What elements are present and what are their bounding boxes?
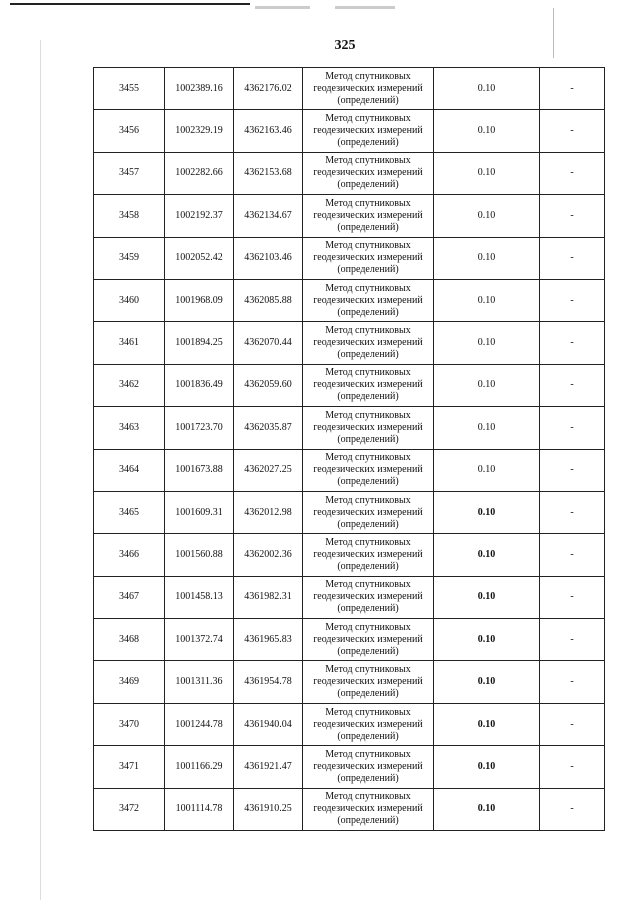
point-number-cell: 3459 [94, 237, 165, 279]
point-number-cell: 3466 [94, 534, 165, 576]
method-cell [303, 110, 434, 152]
method-line: Метод спутниковых [325, 282, 411, 294]
method-line: геодезических измерений [313, 209, 423, 221]
table-row [94, 364, 605, 406]
method-line: (определений) [337, 391, 399, 403]
method-line: (определений) [337, 264, 399, 276]
x-coordinate-cell: 1001114.78 [165, 788, 234, 830]
point-number-cell: 3468 [94, 619, 165, 661]
precision-cell: 0.10 [434, 703, 540, 745]
point-number-cell: 3462 [94, 364, 165, 406]
y-coordinate-cell: 4362103.46 [234, 237, 303, 279]
page-number: 325 [334, 38, 356, 53]
precision-cell: 0.10 [434, 407, 540, 449]
y-coordinate-cell: 4361954.78 [234, 661, 303, 703]
point-number-cell: 3470 [94, 703, 165, 745]
method-cell [303, 407, 434, 449]
y-coordinate-cell: 4362059.60 [234, 364, 303, 406]
method-line: (определений) [337, 306, 399, 318]
table-row [94, 449, 605, 491]
description-cell: - [540, 68, 605, 110]
x-coordinate-cell: 1001458.13 [165, 576, 234, 618]
precision-cell: 0.10 [434, 279, 540, 321]
description-cell: - [540, 746, 605, 788]
method-line: Метод спутниковых [325, 536, 411, 548]
point-number-cell: 3465 [94, 491, 165, 533]
point-number-cell: 3469 [94, 661, 165, 703]
description-cell: - [540, 110, 605, 152]
method-line: Метод спутниковых [325, 579, 411, 591]
point-number-cell: 3463 [94, 407, 165, 449]
y-coordinate-cell: 4362035.87 [234, 407, 303, 449]
method-line: Метод спутниковых [325, 621, 411, 633]
method-line: Метод спутниковых [325, 197, 411, 209]
method-line: Метод спутниковых [325, 706, 411, 718]
point-number-cell: 3456 [94, 110, 165, 152]
method-line: (определений) [337, 772, 399, 784]
point-number-cell: 3472 [94, 788, 165, 830]
method-cell [303, 746, 434, 788]
method-line: геодезических измерений [313, 591, 423, 603]
method-line: Метод спутниковых [325, 367, 411, 379]
precision-cell: 0.10 [434, 364, 540, 406]
method-line: Метод спутниковых [325, 325, 411, 337]
method-cell [303, 449, 434, 491]
method-line: (определений) [337, 349, 399, 361]
method-line: (определений) [337, 179, 399, 191]
method-line: Метод спутниковых [325, 452, 411, 464]
table-row [94, 746, 605, 788]
method-line: (определений) [337, 476, 399, 488]
table-row [94, 491, 605, 533]
method-line: (определений) [337, 433, 399, 445]
description-cell: - [540, 152, 605, 194]
method-cell [303, 68, 434, 110]
method-cell [303, 152, 434, 194]
description-cell: - [540, 703, 605, 745]
table-row [94, 322, 605, 364]
table-row [94, 576, 605, 618]
y-coordinate-cell: 4361965.83 [234, 619, 303, 661]
x-coordinate-cell: 1001244.78 [165, 703, 234, 745]
method-line: геодезических измерений [313, 125, 423, 137]
x-coordinate-cell: 1001311.36 [165, 661, 234, 703]
method-cell [303, 534, 434, 576]
x-coordinate-cell: 1001166.29 [165, 746, 234, 788]
method-line: Метод спутниковых [325, 664, 411, 676]
precision-cell: 0.10 [434, 152, 540, 194]
coordinates-table-body [94, 68, 605, 831]
point-number-cell: 3461 [94, 322, 165, 364]
method-cell [303, 619, 434, 661]
table-row [94, 237, 605, 279]
precision-cell: 0.10 [434, 619, 540, 661]
x-coordinate-cell: 1002192.37 [165, 195, 234, 237]
y-coordinate-cell: 4362012.98 [234, 491, 303, 533]
table-row [94, 279, 605, 321]
method-cell [303, 237, 434, 279]
method-cell [303, 703, 434, 745]
description-cell: - [540, 237, 605, 279]
x-coordinate-cell: 1001836.49 [165, 364, 234, 406]
scan-artifact-margin [40, 40, 41, 900]
method-line: (определений) [337, 94, 399, 106]
method-line: (определений) [337, 518, 399, 530]
table-row [94, 195, 605, 237]
precision-cell: 0.10 [434, 746, 540, 788]
x-coordinate-cell: 1002282.66 [165, 152, 234, 194]
description-cell: - [540, 195, 605, 237]
scan-artifact-speckle [255, 6, 310, 9]
method-line: геодезических измерений [313, 760, 423, 772]
x-coordinate-cell: 1001372.74 [165, 619, 234, 661]
description-cell: - [540, 279, 605, 321]
y-coordinate-cell: 4361982.31 [234, 576, 303, 618]
precision-cell: 0.10 [434, 576, 540, 618]
description-cell: - [540, 576, 605, 618]
point-number-cell: 3467 [94, 576, 165, 618]
method-line: геодезических измерений [313, 803, 423, 815]
method-line: Метод спутниковых [325, 748, 411, 760]
method-line: Метод спутниковых [325, 494, 411, 506]
y-coordinate-cell: 4362153.68 [234, 152, 303, 194]
description-cell: - [540, 322, 605, 364]
precision-cell: 0.10 [434, 110, 540, 152]
y-coordinate-cell: 4362163.46 [234, 110, 303, 152]
precision-cell: 0.10 [434, 322, 540, 364]
table-row [94, 534, 605, 576]
method-cell [303, 195, 434, 237]
x-coordinate-cell: 1002329.19 [165, 110, 234, 152]
method-cell [303, 322, 434, 364]
method-cell [303, 661, 434, 703]
method-line: (определений) [337, 221, 399, 233]
point-number-cell: 3455 [94, 68, 165, 110]
method-line: геодезических измерений [313, 167, 423, 179]
method-line: геодезических измерений [313, 82, 423, 94]
description-cell: - [540, 661, 605, 703]
method-cell [303, 788, 434, 830]
y-coordinate-cell: 4362002.36 [234, 534, 303, 576]
point-number-cell: 3460 [94, 279, 165, 321]
table-row [94, 68, 605, 110]
precision-cell: 0.10 [434, 661, 540, 703]
precision-cell: 0.10 [434, 449, 540, 491]
table-row [94, 661, 605, 703]
table-row [94, 619, 605, 661]
y-coordinate-cell: 4362134.67 [234, 195, 303, 237]
y-coordinate-cell: 4362027.25 [234, 449, 303, 491]
y-coordinate-cell: 4361921.47 [234, 746, 303, 788]
x-coordinate-cell: 1001968.09 [165, 279, 234, 321]
method-line: геодезических измерений [313, 421, 423, 433]
method-line: (определений) [337, 815, 399, 827]
table-row [94, 788, 605, 830]
method-line: геодезических измерений [313, 337, 423, 349]
coordinates-table [93, 67, 605, 831]
method-line: Метод спутниковых [325, 155, 411, 167]
method-line: (определений) [337, 560, 399, 572]
method-line: Метод спутниковых [325, 113, 411, 125]
x-coordinate-cell: 1001894.25 [165, 322, 234, 364]
method-line: (определений) [337, 730, 399, 742]
point-number-cell: 3464 [94, 449, 165, 491]
description-cell: - [540, 788, 605, 830]
y-coordinate-cell: 4361910.25 [234, 788, 303, 830]
table-row [94, 110, 605, 152]
method-line: геодезических измерений [313, 506, 423, 518]
table-row [94, 703, 605, 745]
x-coordinate-cell: 1001560.88 [165, 534, 234, 576]
description-cell: - [540, 364, 605, 406]
description-cell: - [540, 619, 605, 661]
method-line: (определений) [337, 137, 399, 149]
method-line: (определений) [337, 688, 399, 700]
y-coordinate-cell: 4362070.44 [234, 322, 303, 364]
precision-cell: 0.10 [434, 195, 540, 237]
x-coordinate-cell: 1001723.70 [165, 407, 234, 449]
method-line: геодезических измерений [313, 252, 423, 264]
method-line: (определений) [337, 645, 399, 657]
method-line: Метод спутниковых [325, 70, 411, 82]
method-cell [303, 491, 434, 533]
description-cell: - [540, 449, 605, 491]
scan-artifact-speckle [335, 6, 395, 9]
precision-cell: 0.10 [434, 68, 540, 110]
method-line: геодезических измерений [313, 464, 423, 476]
method-line: геодезических измерений [313, 676, 423, 688]
method-line: Метод спутниковых [325, 240, 411, 252]
table-row [94, 407, 605, 449]
point-number-cell: 3471 [94, 746, 165, 788]
description-cell: - [540, 534, 605, 576]
method-cell [303, 364, 434, 406]
method-line: геодезических измерений [313, 548, 423, 560]
precision-cell: 0.10 [434, 237, 540, 279]
y-coordinate-cell: 4362176.02 [234, 68, 303, 110]
method-line: (определений) [337, 603, 399, 615]
precision-cell: 0.10 [434, 491, 540, 533]
method-line: геодезических измерений [313, 718, 423, 730]
description-cell: - [540, 491, 605, 533]
method-line: Метод спутниковых [325, 409, 411, 421]
x-coordinate-cell: 1002389.16 [165, 68, 234, 110]
method-cell [303, 279, 434, 321]
point-number-cell: 3457 [94, 152, 165, 194]
x-coordinate-cell: 1001609.31 [165, 491, 234, 533]
method-line: геодезических измерений [313, 633, 423, 645]
method-line: Метод спутниковых [325, 791, 411, 803]
x-coordinate-cell: 1002052.42 [165, 237, 234, 279]
y-coordinate-cell: 4362085.88 [234, 279, 303, 321]
x-coordinate-cell: 1001673.88 [165, 449, 234, 491]
method-cell [303, 576, 434, 618]
point-number-cell: 3458 [94, 195, 165, 237]
scan-artifact-top-line [10, 3, 250, 5]
y-coordinate-cell: 4361940.04 [234, 703, 303, 745]
method-line: геодезических измерений [313, 379, 423, 391]
precision-cell: 0.10 [434, 788, 540, 830]
description-cell: - [540, 407, 605, 449]
method-line: геодезических измерений [313, 294, 423, 306]
table-row [94, 152, 605, 194]
precision-cell: 0.10 [434, 534, 540, 576]
